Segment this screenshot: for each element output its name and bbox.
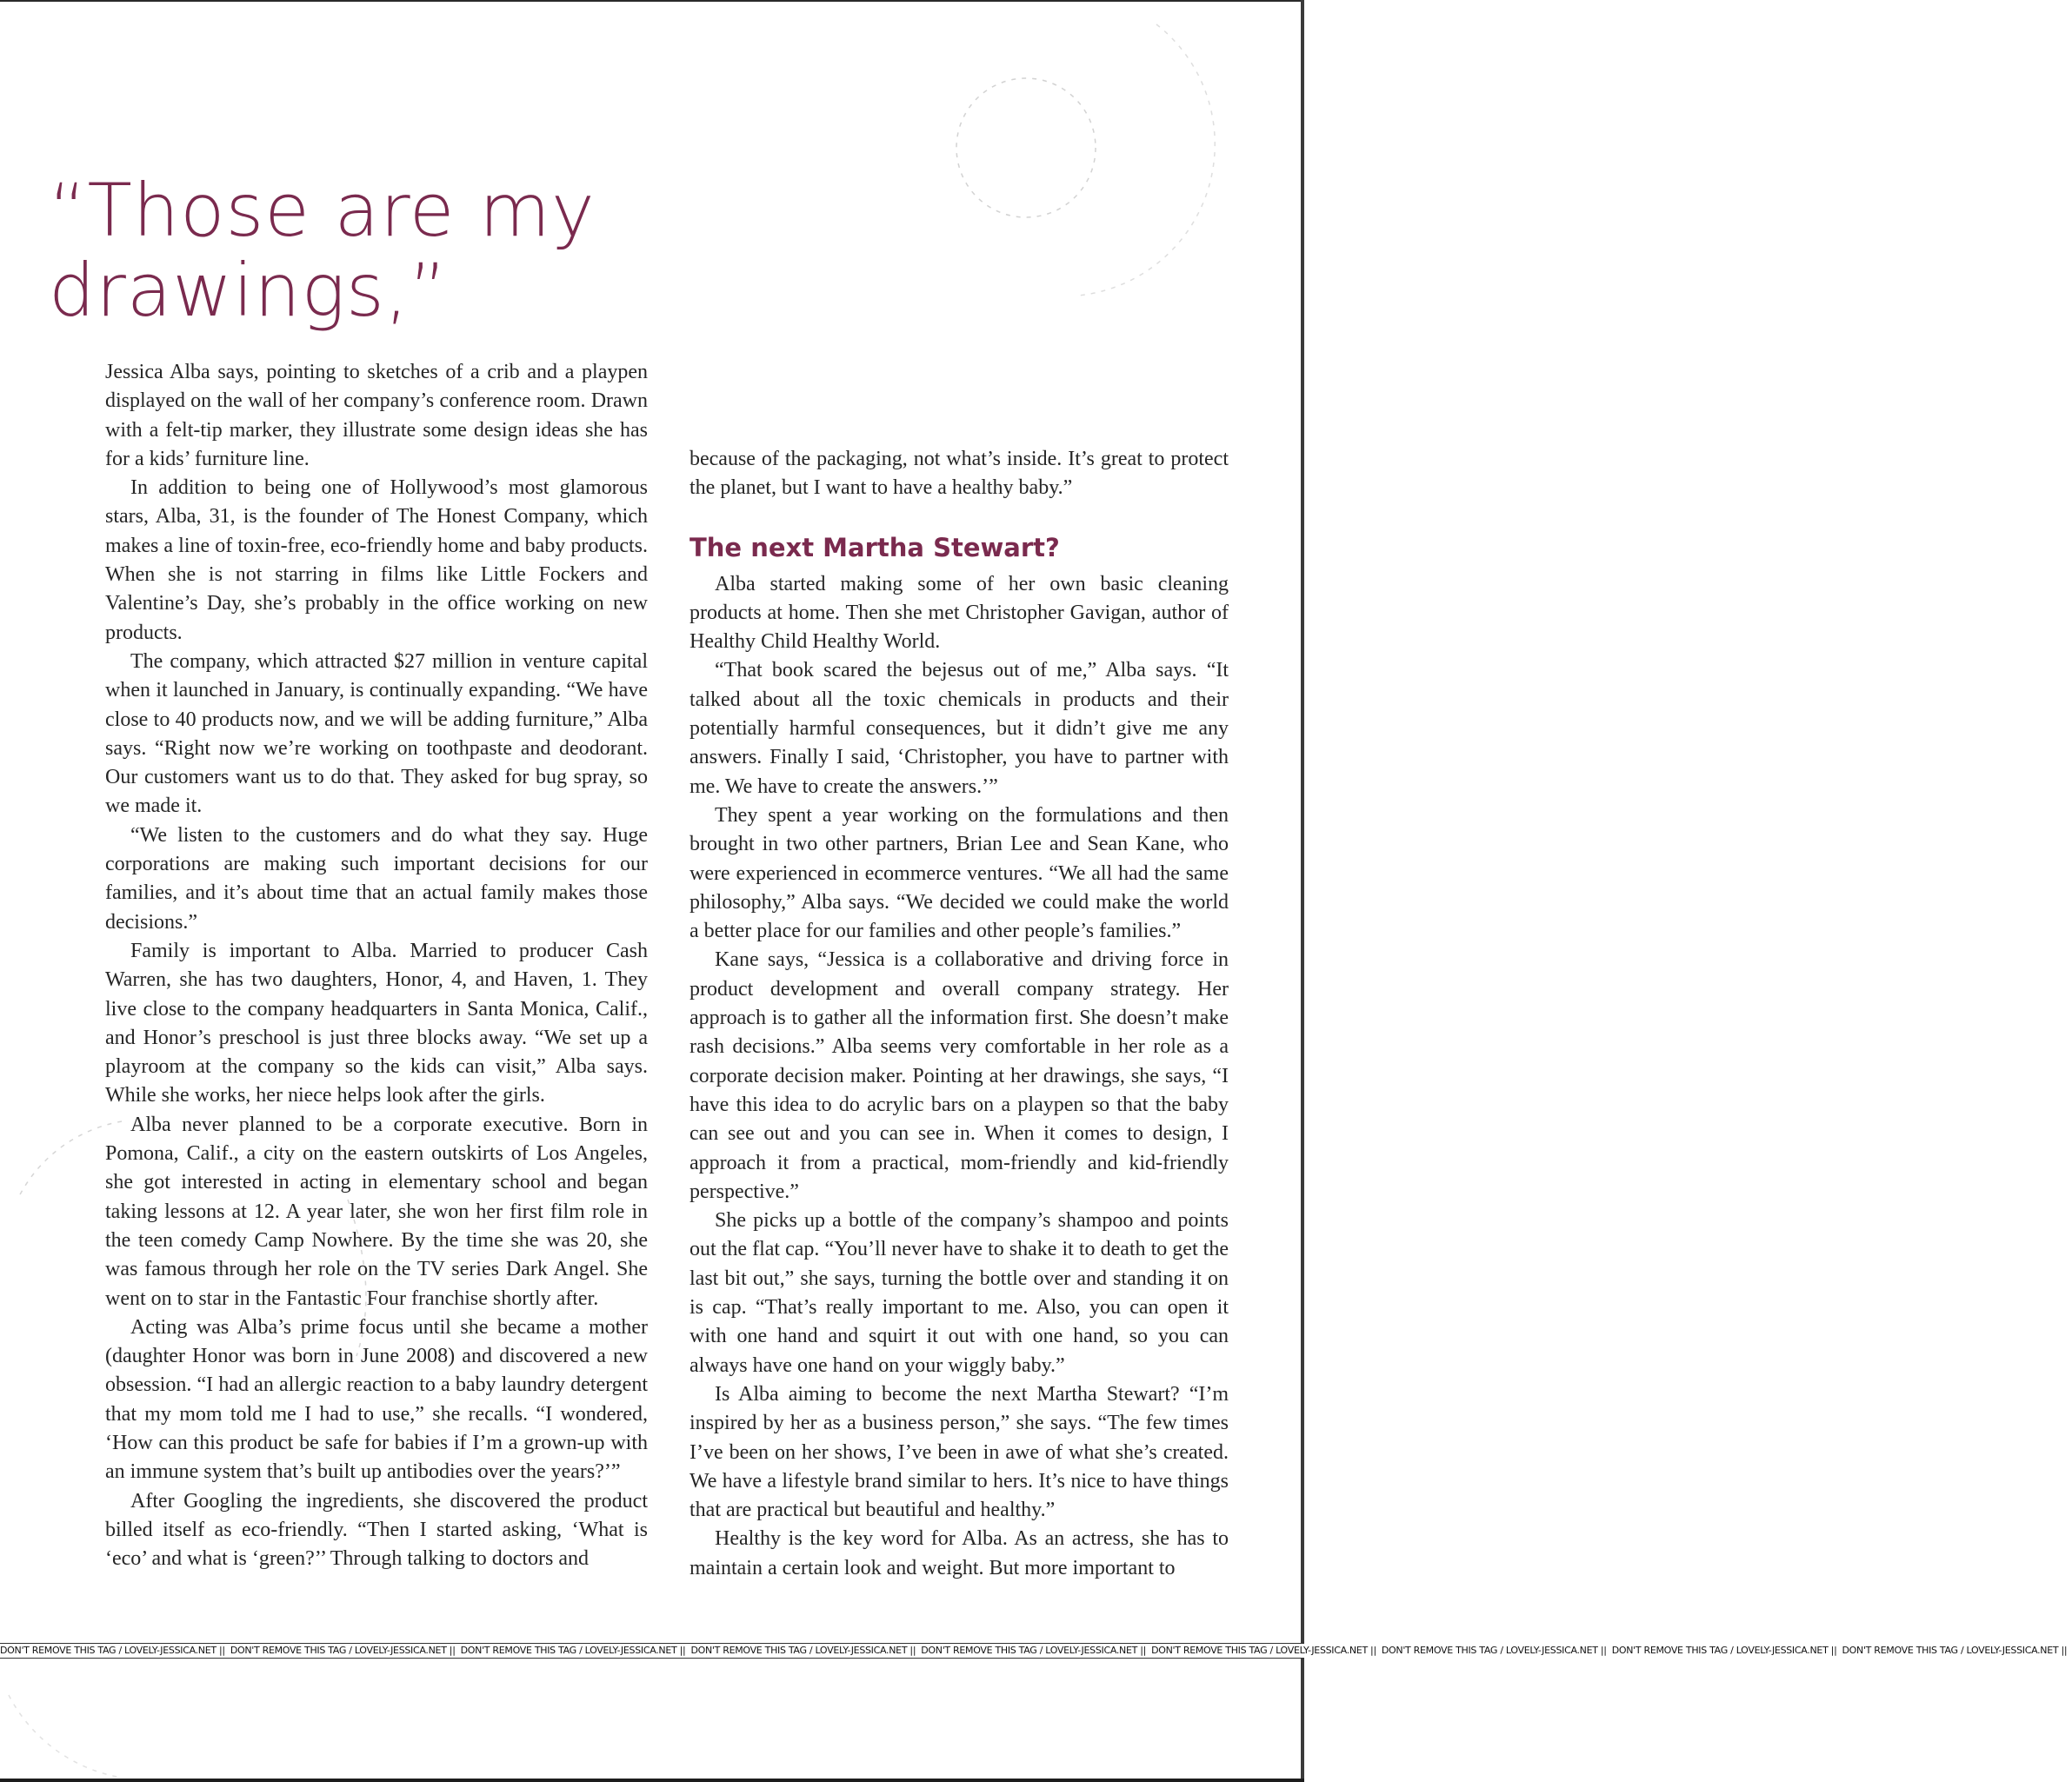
watermark-text: DON'T REMOVE THIS TAG / LOVELY-JESSICA.NET ||: [690, 1645, 916, 1656]
right-paragraph-7: Healthy is the key word for Alba. As an actress, she has to maintain a certain look and weight. But more important to: [690, 1527, 1229, 1579]
page-border-right: [1301, 0, 1304, 1782]
watermark-text: DON'T REMOVE THIS TAG / LOVELY-JESSICA.NET ||: [0, 1645, 225, 1656]
right-paragraph-1: Alba started making some of her own basic cleaning products at home. Then she met Christopher Gavigan, author of Healthy Child Healthy World.: [690, 572, 1229, 654]
page-border-bottom: [0, 1779, 1304, 1782]
right-paragraph-intro: because of the packaging, not what’s inside. It’s great to protect the planet, but I want to have a healthy baby.”: [690, 448, 1229, 500]
right-paragraph-5: She picks up a bottle of the company’s shampoo and points out the flat cap. “You’ll never have to shake it to death to get the last bit out,” she says, turning the bottle over and standing it on is cap. “That’s really important to me. Also, you can open it with one hand and squirt it out with one hand, so you can always have one hand on your wiggly baby.”: [690, 1209, 1229, 1377]
right-paragraph-3: They spent a year working on the formulations and then brought in two other partners, Brian Lee and Sean Kane, who were experienced in ecommerce ventures. “We all had the same philosophy,” Alba says. “We decided we could make the world a better place for our families and other people’s families.”: [690, 803, 1229, 943]
left-paragraph-5: Family is important to Alba. Married to producer Cash Warren, she has two daughters, Honor, 4, and Haven, 1. They live close to the company headquarters in Santa Monica, Calif., and Honor’s preschool is just three blocks away. “We set up a playroom at the company so the kids can visit,” Alba says. While she works, her niece helps look after the girls.: [105, 939, 648, 1107]
dashed-arc-large: [1078, 24, 1215, 296]
left-paragraph-3: The company, which attracted $27 million in venture capital when it launched in January, is continually expanding. “We have close to 40 products now, and we will be adding furniture,” Alba says. “Right now we’re working on toothpaste and deodorant. Our customers want us to do that. They asked for bug spray, so we made it.: [105, 649, 648, 818]
left-paragraph-6: Alba never planned to be a corporate executive. Born in Pomona, Calif., a city on the eastern outskirts of Los Angeles, she got interested in acting in elementary school and began taking lessons at 12. A year later, she won her first film role in the teen comedy Camp Nowhere. By the time she was 20, she was famous through her role on the TV series Dark Angel. She went on to star in the Fantastic Four franchise shortly after.: [105, 1113, 648, 1310]
watermark-text: DON'T REMOVE THIS TAG / LOVELY-JESSICA.NET ||: [1611, 1645, 1837, 1656]
dashed-arc-bottom: [9, 1695, 122, 1778]
left-paragraph-1: Jessica Alba says, pointing to sketches of a crib and a playpen displayed on the wall of her company’s conference room. Drawn with a felt-tip marker, they illustrate some design ideas she has for a kids’ furniture line.: [105, 361, 648, 470]
watermark-text: DON'T REMOVE THIS TAG / LOVELY-JESSICA.NET ||: [1151, 1645, 1376, 1656]
left-paragraph-7: Acting was Alba’s prime focus until she became a mother (daughter Honor was born in June 2008) and discovered a new obsession. “I had an allergic reaction to a baby laundry detergent that my mom told me I had to use,” she recalls. “I wondered, ‘How can this product be safe for babies if I’m a grown-up with an immune system that’s built up antibodies over the years?’”: [105, 1315, 648, 1484]
left-paragraph-2: In addition to being one of Hollywood’s most glamorous stars, Alba, 31, is the founder of The Honest Company, which makes a line of toxin-free, eco-friendly home and baby products. When she is not starring in films like Little Fockers and Valentine’s Day, she’s probably in the office working on new products.: [105, 476, 648, 644]
page-border-top: [0, 0, 1304, 2]
left-paragraph-8: After Googling the ingredients, she discovered the product billed itself as eco-friendly. “Then I started asking, ‘What is ‘eco’ and what is ‘green?’’ Through talking to doctors and: [105, 1489, 648, 1571]
watermark-text: DON'T REMOVE THIS TAG / LOVELY-JESSICA.NET ||: [460, 1645, 686, 1656]
right-article-column: [690, 445, 1229, 1583]
watermark-text: DON'T REMOVE THIS TAG / LOVELY-JESSICA.NET ||: [921, 1645, 1147, 1656]
headline-quote: “Those are my drawings,”: [49, 168, 596, 333]
watermark-text: DON'T REMOVE THIS TAG / LOVELY-JESSICA.NET ||: [1381, 1645, 1607, 1656]
section-subheading: The next Martha Stewart?: [690, 532, 1060, 562]
right-paragraph-4: Kane says, “Jessica is a collaborative and driving force in product development and overall company strategy. Her approach is to gather all the information first. She doesn’t make rash decisions.” Alba seems very comfortable in her role as a corporate decision maker. Pointing at her drawings, she says, “I have this idea to do acrylic bars on a playpen so that the baby can see out and you can see in. When it comes to design, I approach it from a practical, mom-friendly and kid-friendly perspective.”: [690, 948, 1229, 1203]
dashed-circle-small: [956, 78, 1096, 217]
right-paragraph-2: “That book scared the bejesus out of me,” Alba says. “It talked about all the toxic chemicals in products and their potentially harmful consequences, but it didn’t give me any answers. Finally I said, ‘Christopher, you have to partner with me. We have to create the answers.’”: [690, 659, 1229, 798]
watermark-text: DON'T REMOVE THIS TAG / LOVELY-JESSICA.NET ||: [230, 1645, 456, 1656]
left-paragraph-4: “We listen to the customers and do what they say. Huge corporations are making such important decisions for our families, and it’s about time that an actual family makes those decisions.”: [105, 823, 648, 934]
watermark-text: DON'T REMOVE THIS TAG / LOVELY-JESSICA.NET ||: [1842, 1645, 2068, 1656]
watermark-tag-strip: [0, 1643, 2068, 1659]
left-article-column: [105, 358, 648, 1573]
right-paragraph-6: Is Alba aiming to become the next Martha Stewart? “I’m inspired by her as a business person,” she says. “The few times I’ve been on her shows, I’ve been in awe of what she’s created. We have a lifestyle brand similar to hers. It’s nice to have things that are practical but beautiful and healthy.”: [690, 1382, 1229, 1522]
